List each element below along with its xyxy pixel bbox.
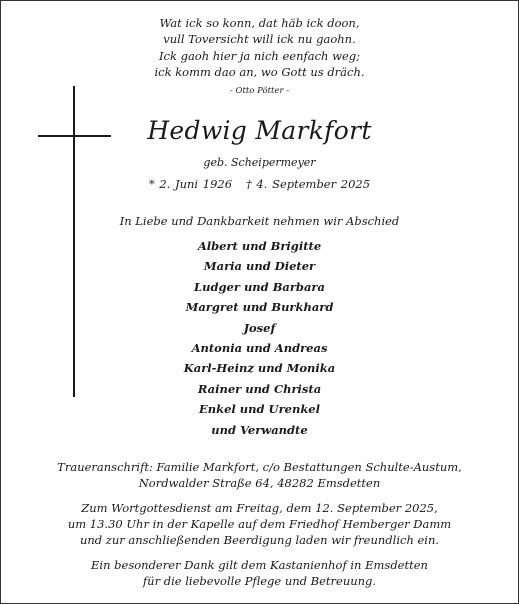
poem-line: ick komm dao an, wo Gott us dräch. [154,64,365,79]
service-line: Zum Wortgottesdienst am Freitag, dem 12. September 2025, [81,501,438,515]
service-line: um 13.30 Uhr in der Kapelle auf dem Friedhof Hemberger Damm [67,517,452,531]
mourner-entry: Josef [243,320,276,335]
mourner-entry: Enkel und Urenkel [199,402,320,417]
poem-author: - Otto Pötter - [229,86,290,96]
mourner-entry: Ludger und Barbara [194,279,325,294]
thanks-line: Ein besonderer Dank gilt dem Kastanienhof in Emsdetten [91,558,428,572]
service-info [0,500,519,548]
thanks-line: für die liebevolle Pflege und Betreuung. [142,574,377,588]
maiden-name: geb. Scheipermeyer [203,156,316,169]
death-date: † 4. September 2025 [246,177,371,191]
poem [0,15,519,80]
poem-line: Ick gaoh hier ja nich eenfach weg; [158,48,361,63]
mourner-entry: Albert und Brigitte [197,239,322,253]
service-line: und zur anschließenden Beerdigung laden wir freundlich ein. [79,533,440,547]
mourning-address [0,459,519,491]
address-line: Nordwalder Straße 64, 48282 Emsdetten [138,476,381,490]
poem-line: vull Toversicht will ick nu gaohn. [163,32,356,47]
life-dates [0,177,519,191]
thanks-note [0,557,519,589]
poem-line: Wat ick so konn, dat häb ick doon, [159,16,360,30]
mourner-entry: Rainer und Christa [197,381,322,396]
farewell-text: In Liebe und Dankbarkeit nehmen wir Abschied [119,214,400,228]
mourner-entry: Karl-Heinz und Monika [183,361,336,376]
mourner-entry: Margret und Burkhard [185,300,334,315]
deceased-name: Hedwig Markfort [147,116,372,145]
mourner-entry: Maria und Dieter [203,259,316,274]
mourners-list [0,236,519,440]
mourner-entry: Antonia und Andreas [191,341,328,356]
birth-date: * 2. Juni 1926 [148,177,233,191]
mourner-entry: und Verwandte [211,422,308,437]
address-line: Traueranschrift: Familie Markfort, c/o Bestattungen Schulte-Austum, [57,460,462,474]
